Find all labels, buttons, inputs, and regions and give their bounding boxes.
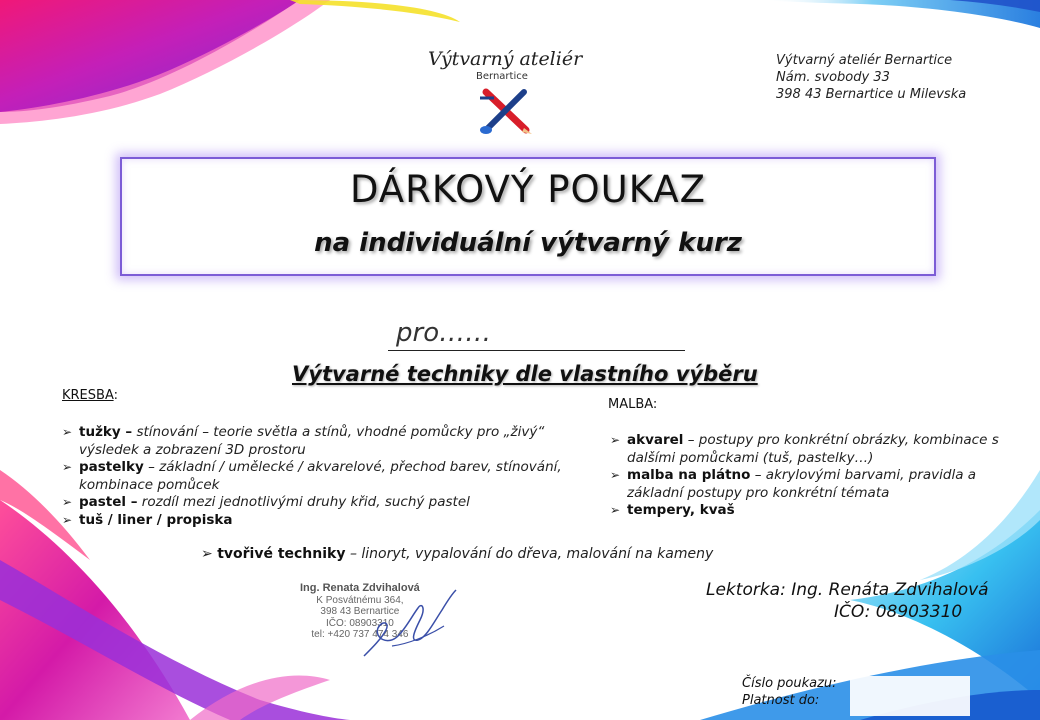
lecturer-name: Lektorka: Ing. Renáta Zdvihalová [706,580,989,600]
technique-name: akvarel [627,432,684,448]
atelier-address [776,52,966,103]
technique-name: tužky – [79,424,133,440]
technique-name: malba na plátno [627,467,751,483]
technique-desc: stínování – teorie světla a stínů, vhodné pomůcky pro „živý“ výsledek a zobrazení 3D prostoru [79,424,545,458]
technique-name: tuš / liner / propiska [79,511,233,528]
kresba-label-colon: : [113,388,118,403]
list-item [610,502,1030,520]
validity-label: Platnost do: [742,693,820,708]
technique-name: pastelky [79,459,144,475]
address-line: Výtvarný ateliér Bernartice [776,53,953,68]
malba-list [610,432,1030,520]
techniques-heading: Výtvarné techniky dle vlastního výběru [292,362,758,386]
technique-name: tempery, kvaš [627,502,735,518]
voucher-title: DÁRKOVÝ POUKAZ [349,168,707,211]
handwritten-signature [352,586,464,664]
voucher-number-label: Číslo poukazu: [742,676,837,691]
arrow-bullet-icon: ➢ [610,503,621,517]
arrow-bullet-icon: ➢ [62,425,73,439]
stamp-street: K Posvátnému 364, [316,594,404,606]
list-item [62,424,582,459]
list-item [62,459,582,494]
technique-desc: – akrylovými barvami, pravidla a základní postupy pro konkrétní témata [627,467,977,501]
voucher-subtitle: na individuální výtvarný kurz [314,228,742,258]
address-line: 398 43 Bernartice u Milevska [776,87,967,102]
technique-name: pastel – [79,494,138,510]
arrow-bullet-icon: ➢ [201,546,213,562]
arrow-bullet-icon: ➢ [62,512,73,527]
arrow-bullet-icon: ➢ [62,495,73,509]
stamp-city: 398 43 Bernartice [320,606,400,617]
technique-desc: – postupy pro konkrétní obrázky, kombinace s dalšími pomůckami (tuš, pastelky…) [627,432,999,466]
stamp-ico: IČO: 08903310 [325,617,394,629]
kresba-label [62,388,118,403]
arrow-bullet-icon: ➢ [610,468,621,482]
kresba-list [62,424,582,529]
address-line: Nám. svobody 33 [776,70,890,85]
arrow-bullet-icon: ➢ [62,460,73,474]
list-item [62,512,582,530]
kresba-label-text: KRESBA [62,388,114,403]
stamp-name: Ing. Renata Zdvihalová [300,582,420,594]
arrow-bullet-icon: ➢ [610,433,621,447]
malba-label: MALBA: [608,397,658,412]
logo-subtitle: Bernartice [476,71,528,82]
technique-desc: – základní / umělecké / akvarelové, přechod barev, stínování, kombinace pomůcek [79,459,562,493]
technique-desc: – linoryt, vypalování do dřeva, malování na kameny [349,546,714,562]
stamp-tel: tel: +420 737 474 346 [311,629,409,640]
list-item [62,494,582,512]
list-item [610,467,1030,502]
technique-name: tvořivé techniky [217,546,346,562]
lecturer-ico: IČO: 08903310 [834,602,963,622]
logo-title: Výtvarný ateliér [428,48,583,70]
creative-techniques [201,546,713,562]
paintbrush-pencil-icon [474,86,536,136]
list-item [610,432,1030,467]
technique-desc: rozdíl mezi jednotlivými druhy křid, suchý pastel [141,494,470,510]
recipient-line [388,350,685,351]
recipient-label: pro…… [396,318,492,348]
